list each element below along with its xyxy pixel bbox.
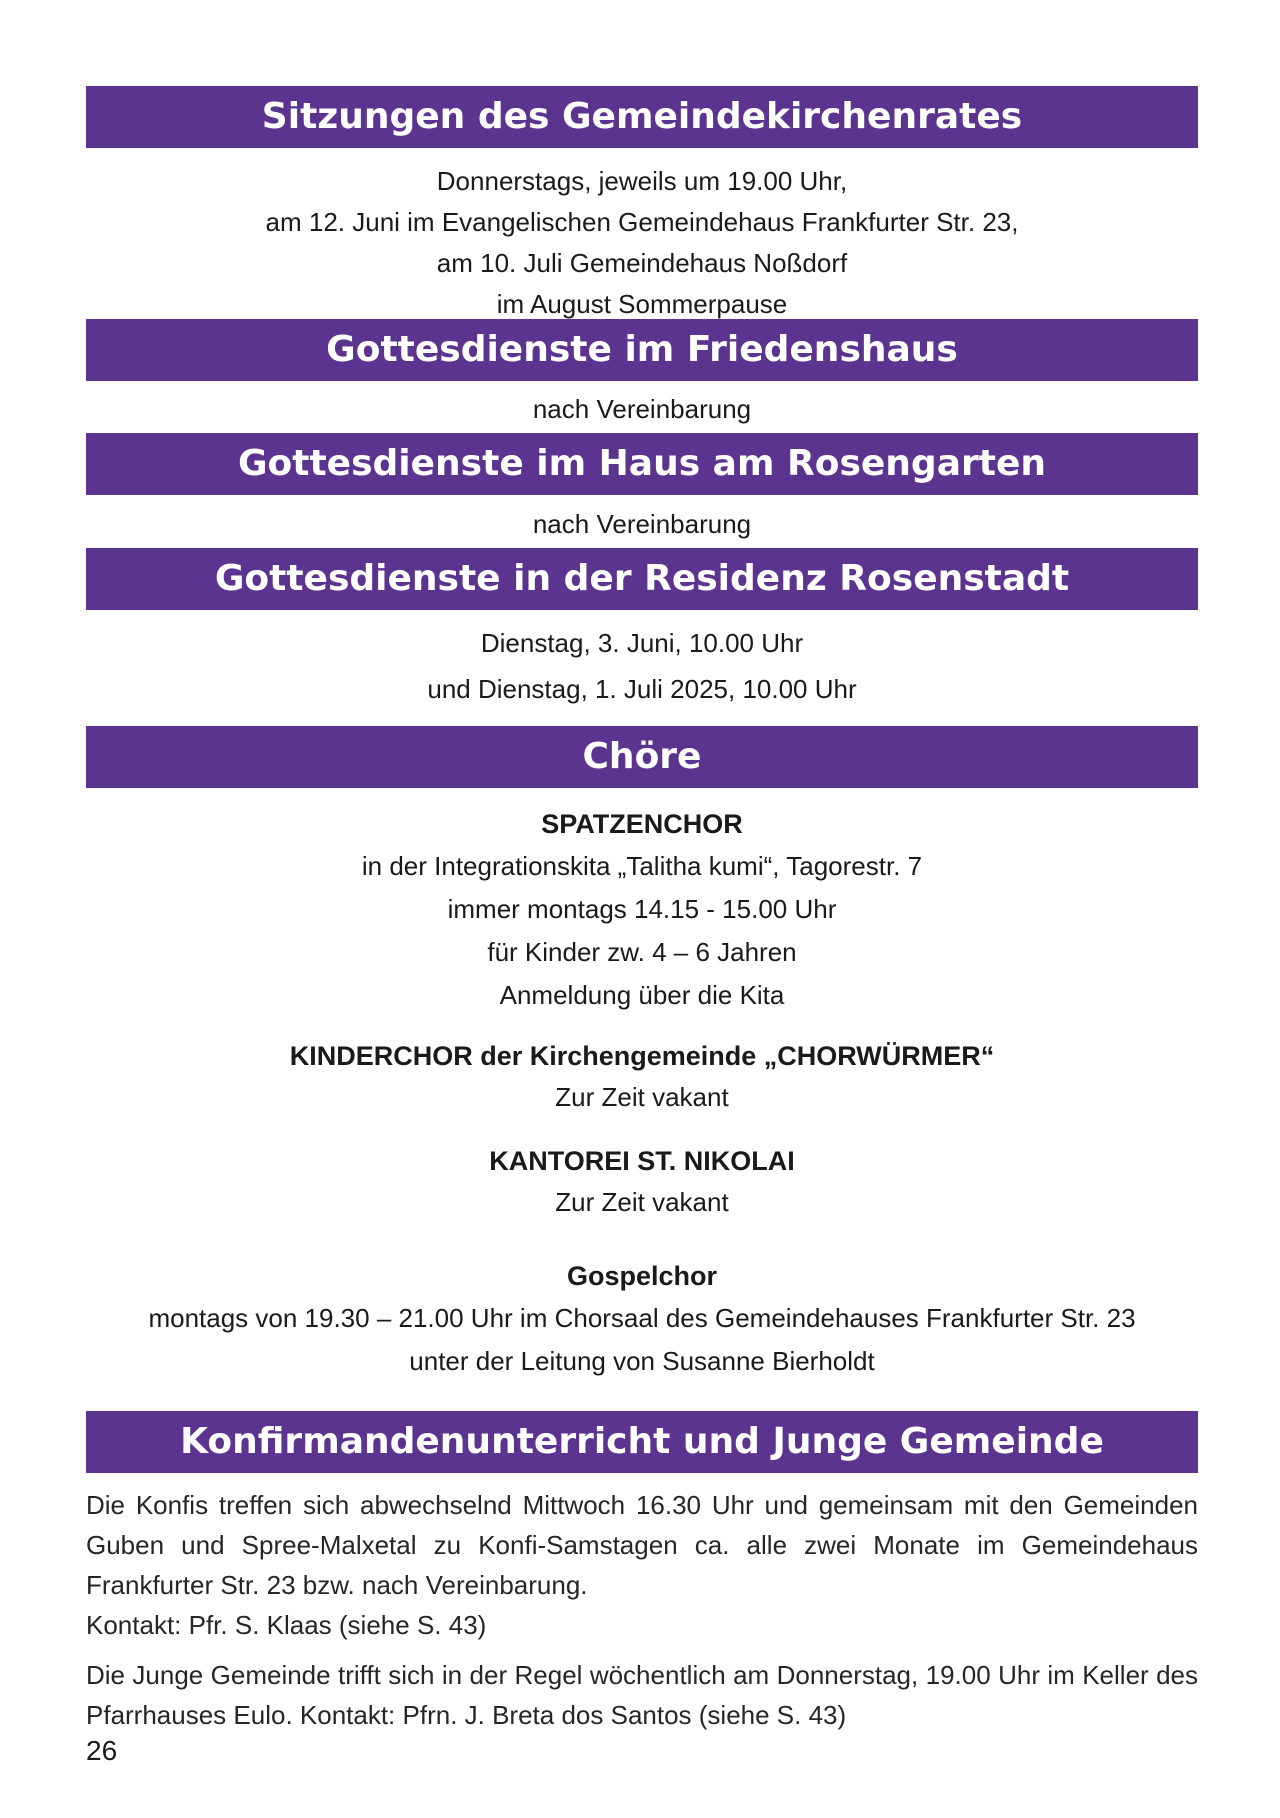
gkr-line: im August Sommerpause: [496, 289, 788, 319]
spatzenchor-line: in der Integrationskita „Talitha kumi“, Tagorestr. 7: [361, 851, 923, 881]
kantorei-line: Zur Zeit vakant: [555, 1187, 729, 1217]
section-header-rosengarten: Gottesdienste im Haus am Rosengarten: [86, 433, 1198, 495]
section-header-friedenshaus: Gottesdienste im Friedenshaus: [86, 319, 1198, 381]
spatzenchor-line: für Kinder zw. 4 – 6 Jahren: [487, 937, 797, 967]
section-header-gkr: Sitzungen des Gemeindekirchenrates: [86, 86, 1198, 148]
choir-name-kantorei: KANTOREI ST. NIKOLAI: [489, 1146, 795, 1176]
kinderchor-line: Zur Zeit vakant: [555, 1082, 729, 1112]
spatzenchor-line: immer montags 14.15 - 15.00 Uhr: [447, 894, 837, 924]
section-body-residenz: [86, 610, 1198, 726]
section-header-choere: Chöre: [86, 726, 1198, 788]
gkr-line: am 12. Juni im Evangelischen Gemeindehaus Frankfurter Str. 23,: [265, 207, 1019, 237]
junge-gemeinde-paragraph: Die Junge Gemeinde trifft sich in der Regel wöchentlich am Donnerstag, 19.00 Uhr im Keller des Pfarrhauses Eulo. Kontakt: Pfrn. J. Breta dos Santos (siehe S. 43): [86, 1660, 1198, 1730]
gospelchor-line: montags von 19.30 – 21.00 Uhr im Chorsaal des Gemeindehauses Frankfurter Str. 23: [148, 1303, 1136, 1333]
page-content: [86, 86, 1198, 1735]
section-body-choere: [86, 788, 1198, 1411]
spatzenchor-line: Anmeldung über die Kita: [499, 980, 785, 1010]
konfi-contact: Kontakt: Pfr. S. Klaas (siehe S. 43): [86, 1610, 487, 1640]
choir-name-spatzenchor: SPATZENCHOR: [541, 809, 743, 839]
section-header-residenz: Gottesdienste in der Residenz Rosenstadt: [86, 548, 1198, 610]
friedenshaus-line: nach Vereinbarung: [532, 394, 752, 424]
page-number: 26: [86, 1735, 118, 1766]
rosengarten-line: nach Vereinbarung: [532, 509, 752, 539]
section-body-konfi: [86, 1473, 1198, 1735]
residenz-line: Dienstag, 3. Juni, 10.00 Uhr: [480, 628, 804, 658]
gospelchor-line: unter der Leitung von Susanne Bierholdt: [409, 1346, 875, 1376]
gkr-line: Donnerstags, jeweils um 19.00 Uhr,: [436, 166, 848, 196]
residenz-line: und Dienstag, 1. Juli 2025, 10.00 Uhr: [427, 674, 857, 704]
section-body-gkr: [86, 148, 1198, 319]
choir-name-gospelchor: Gospelchor: [566, 1261, 718, 1291]
section-body-friedenshaus: [86, 381, 1198, 433]
konfi-paragraph: Die Konfis treffen sich abwechselnd Mittwoch 16.30 Uhr und gemeinsam mit den Gemeinden Guben und Spree-Malxetal zu Konfi-Samstagen ca. alle zwei Monate im Gemeindehaus Frankfurter Str. 23 bzw. nach Vereinbarung.: [86, 1490, 1198, 1600]
section-body-rosengarten: [86, 495, 1198, 548]
gkr-line: am 10. Juli Gemeindehaus Noßdorf: [436, 248, 848, 278]
section-header-konfi: Konfirmandenunterricht und Junge Gemeinde: [86, 1411, 1198, 1473]
choir-name-kinderchor: KINDERCHOR der Kirchengemeinde „CHORWÜRMER“: [289, 1041, 995, 1071]
